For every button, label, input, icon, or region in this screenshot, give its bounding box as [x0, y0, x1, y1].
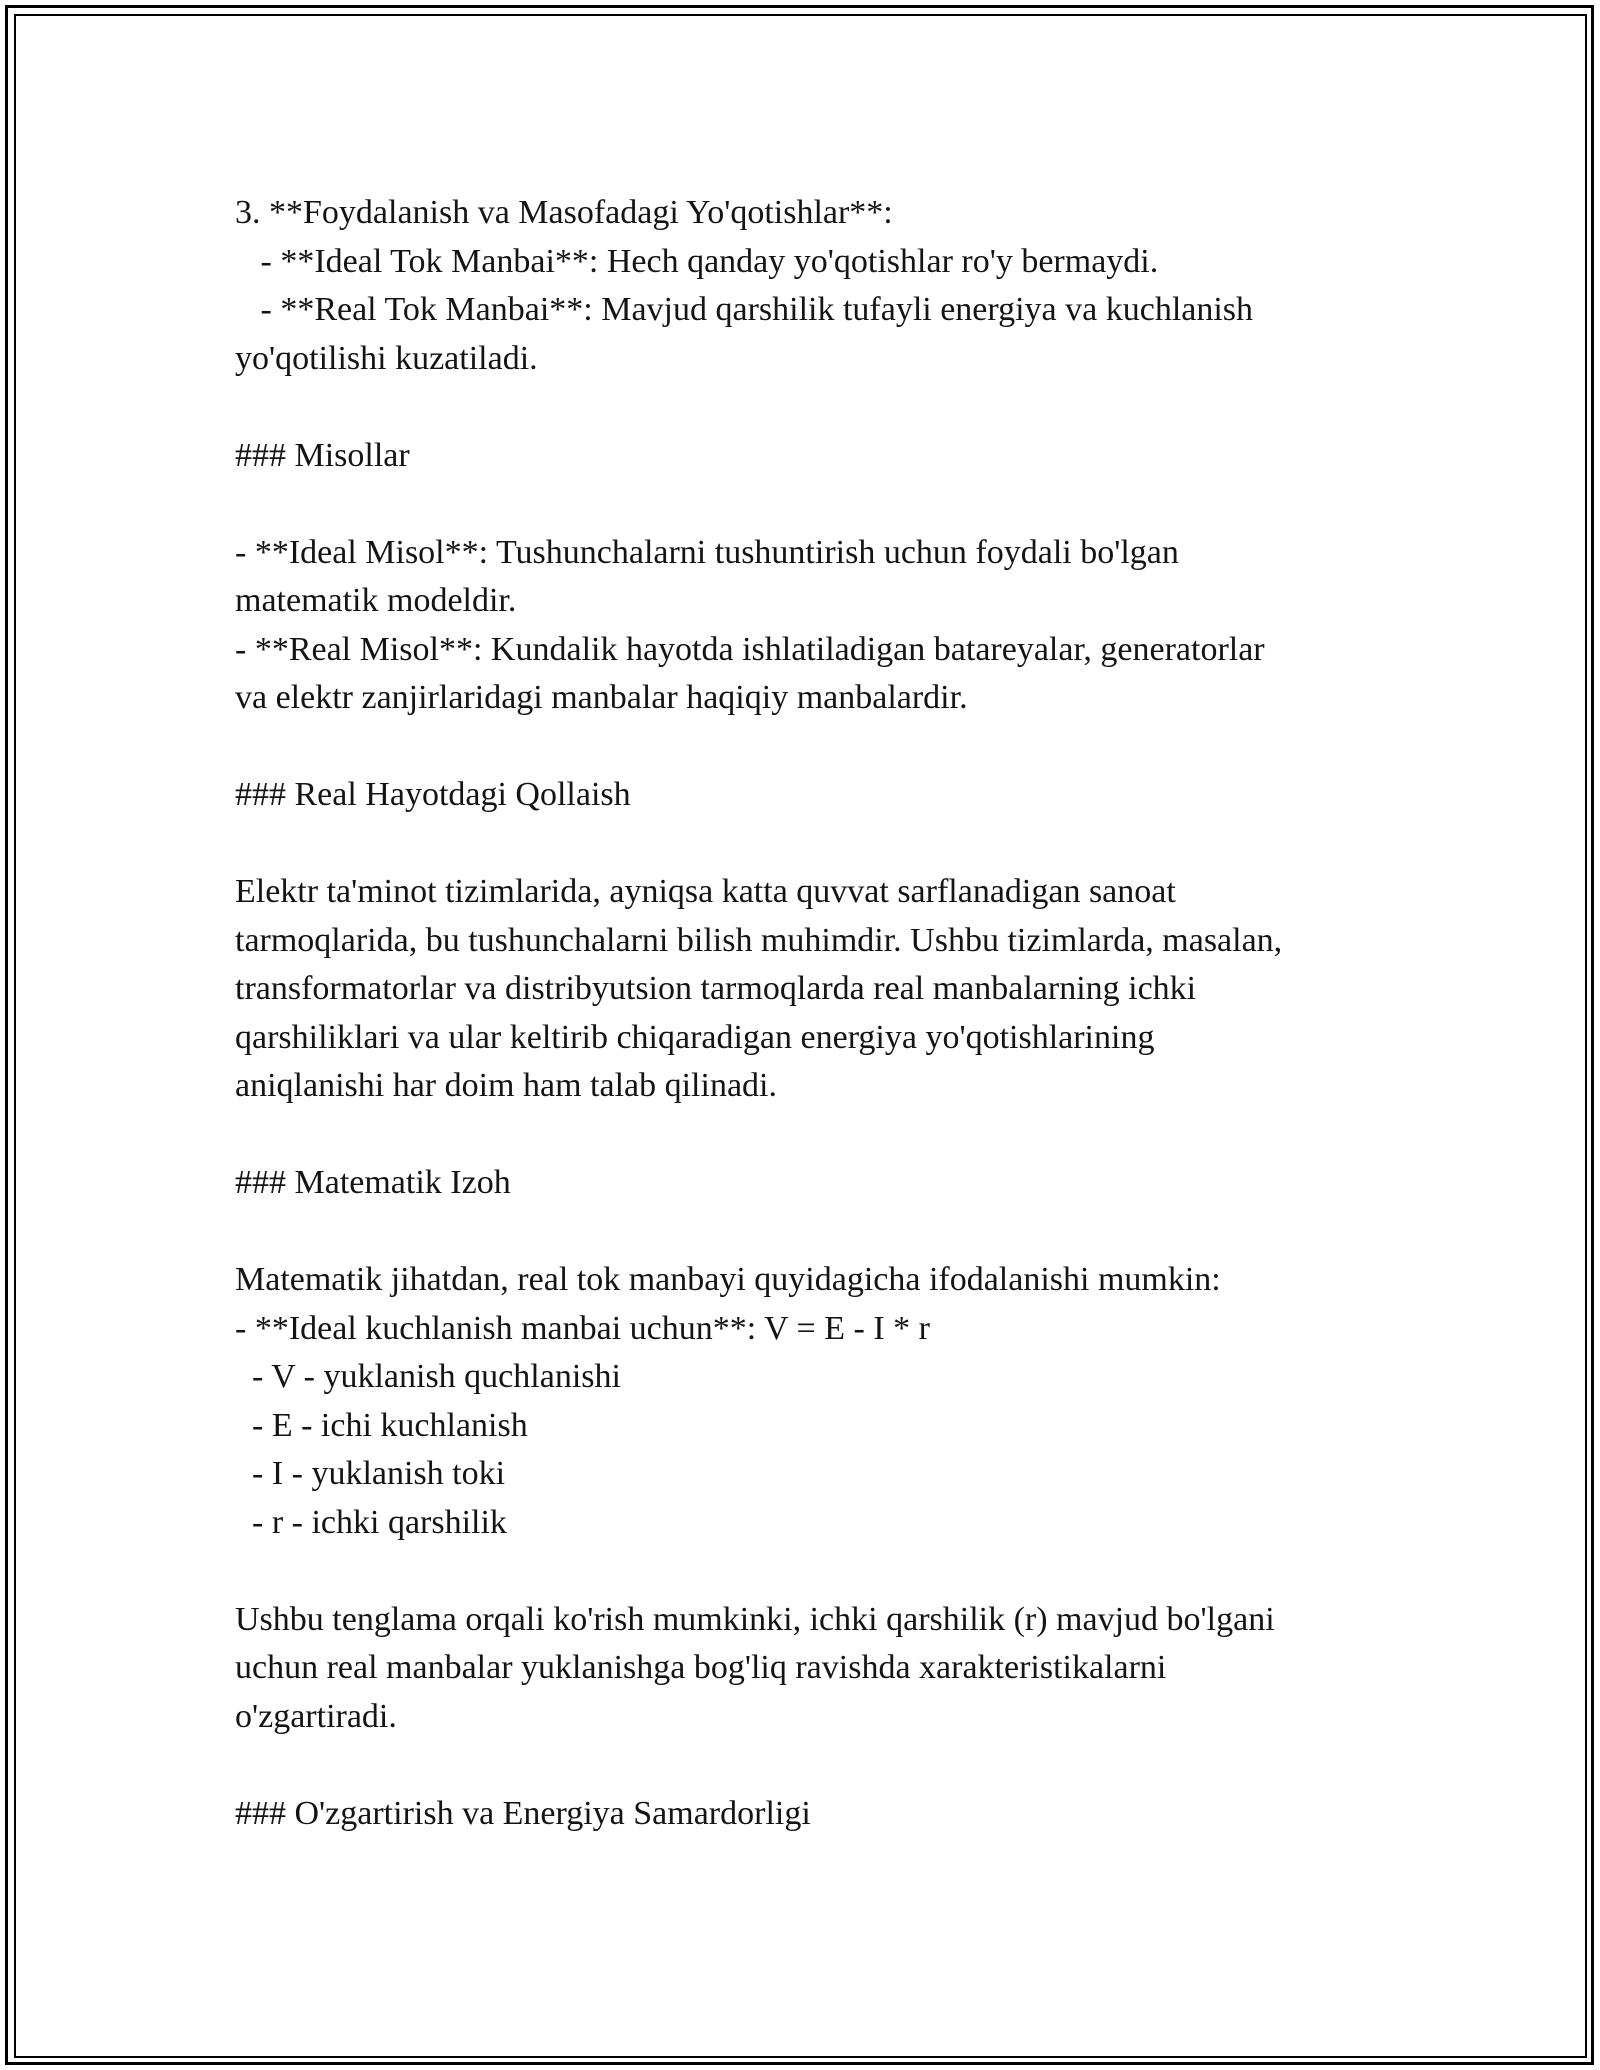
text-line: - **Ideal kuchlanish manbai uchun**: V = E - I * r	[235, 1309, 930, 1347]
blank-line	[235, 383, 1395, 432]
text-line: tarmoqlarida, bu tushunchalarni bilish muhimdir. Ushbu tizimlarda, masalan,	[235, 921, 1283, 959]
text-line: - **Ideal Tok Manbai**: Hech qanday yo'qotishlar ro'y bermaydi.	[235, 242, 1159, 280]
blank-line	[235, 480, 1395, 529]
text-line: - I - yuklanish toki	[235, 1455, 506, 1492]
blank-line	[235, 1208, 1395, 1257]
section-heading: ### O'zgartirish va Energiya Samardorligi	[235, 1794, 811, 1832]
blank-line	[235, 1547, 1395, 1596]
text-line: - E - ichi kuchlanish	[235, 1406, 528, 1444]
text-line: - r - ichki qarshilik	[235, 1503, 507, 1541]
text-line: uchun real manbalar yuklanishga bog'liq ravishda xarakteristikalarni	[235, 1649, 1167, 1686]
document-body	[235, 189, 1395, 1838]
text-line: o'zgartiradi.	[235, 1697, 397, 1735]
text-line: 3. **Foydalanish va Masofadagi Yo'qotishlar**:	[235, 194, 893, 231]
text-line: Matematik jihatdan, real tok manbayi quyidagicha ifodalanishi mumkin:	[235, 1261, 1221, 1298]
text-line: va elektr zanjirlaridagi manbalar haqiqiy manbalardir.	[235, 679, 968, 716]
text-line: - **Ideal Misol**: Tushunchalarni tushuntirish uchun foydali bo'lgan	[235, 533, 1179, 571]
text-line: transformatorlar va distribyutsion tarmoqlarda real manbalarning ichki	[235, 970, 1197, 1007]
blank-line	[235, 1741, 1395, 1790]
section-heading: ### Misollar	[235, 436, 410, 474]
text-line: yo'qotilishi kuzatiladi.	[235, 339, 538, 377]
text-line: qarshiliklari va ular keltirib chiqaradigan energiya yo'qotishlarining	[235, 1018, 1155, 1056]
blank-line	[235, 820, 1395, 869]
text-line: Ushbu tenglama orqali ko'rish mumkinki, ichki qarshilik (r) mavjud bo'lgani	[235, 1600, 1275, 1638]
text-line: - V - yuklanish quchlanishi	[235, 1358, 621, 1395]
text-line: - **Real Misol**: Kundalik hayotda ishlatiladigan batareyalar, generatorlar	[235, 630, 1265, 668]
text-line: Elektr ta'minot tizimlarida, ayniqsa katta quvvat sarflanadigan sanoat	[235, 873, 1176, 910]
text-line: - **Real Tok Manbai**: Mavjud qarshilik tufayli energiya va kuchlanish	[235, 291, 1254, 328]
section-heading: ### Real Hayotdagi Qollaish	[235, 776, 631, 813]
text-line: matematik modeldir.	[235, 582, 517, 619]
blank-line	[235, 723, 1395, 772]
text-line: aniqlanishi har doim ham talab qilinadi.	[235, 1067, 777, 1104]
section-heading: ### Matematik Izoh	[235, 1164, 511, 1201]
blank-line	[235, 1111, 1395, 1160]
